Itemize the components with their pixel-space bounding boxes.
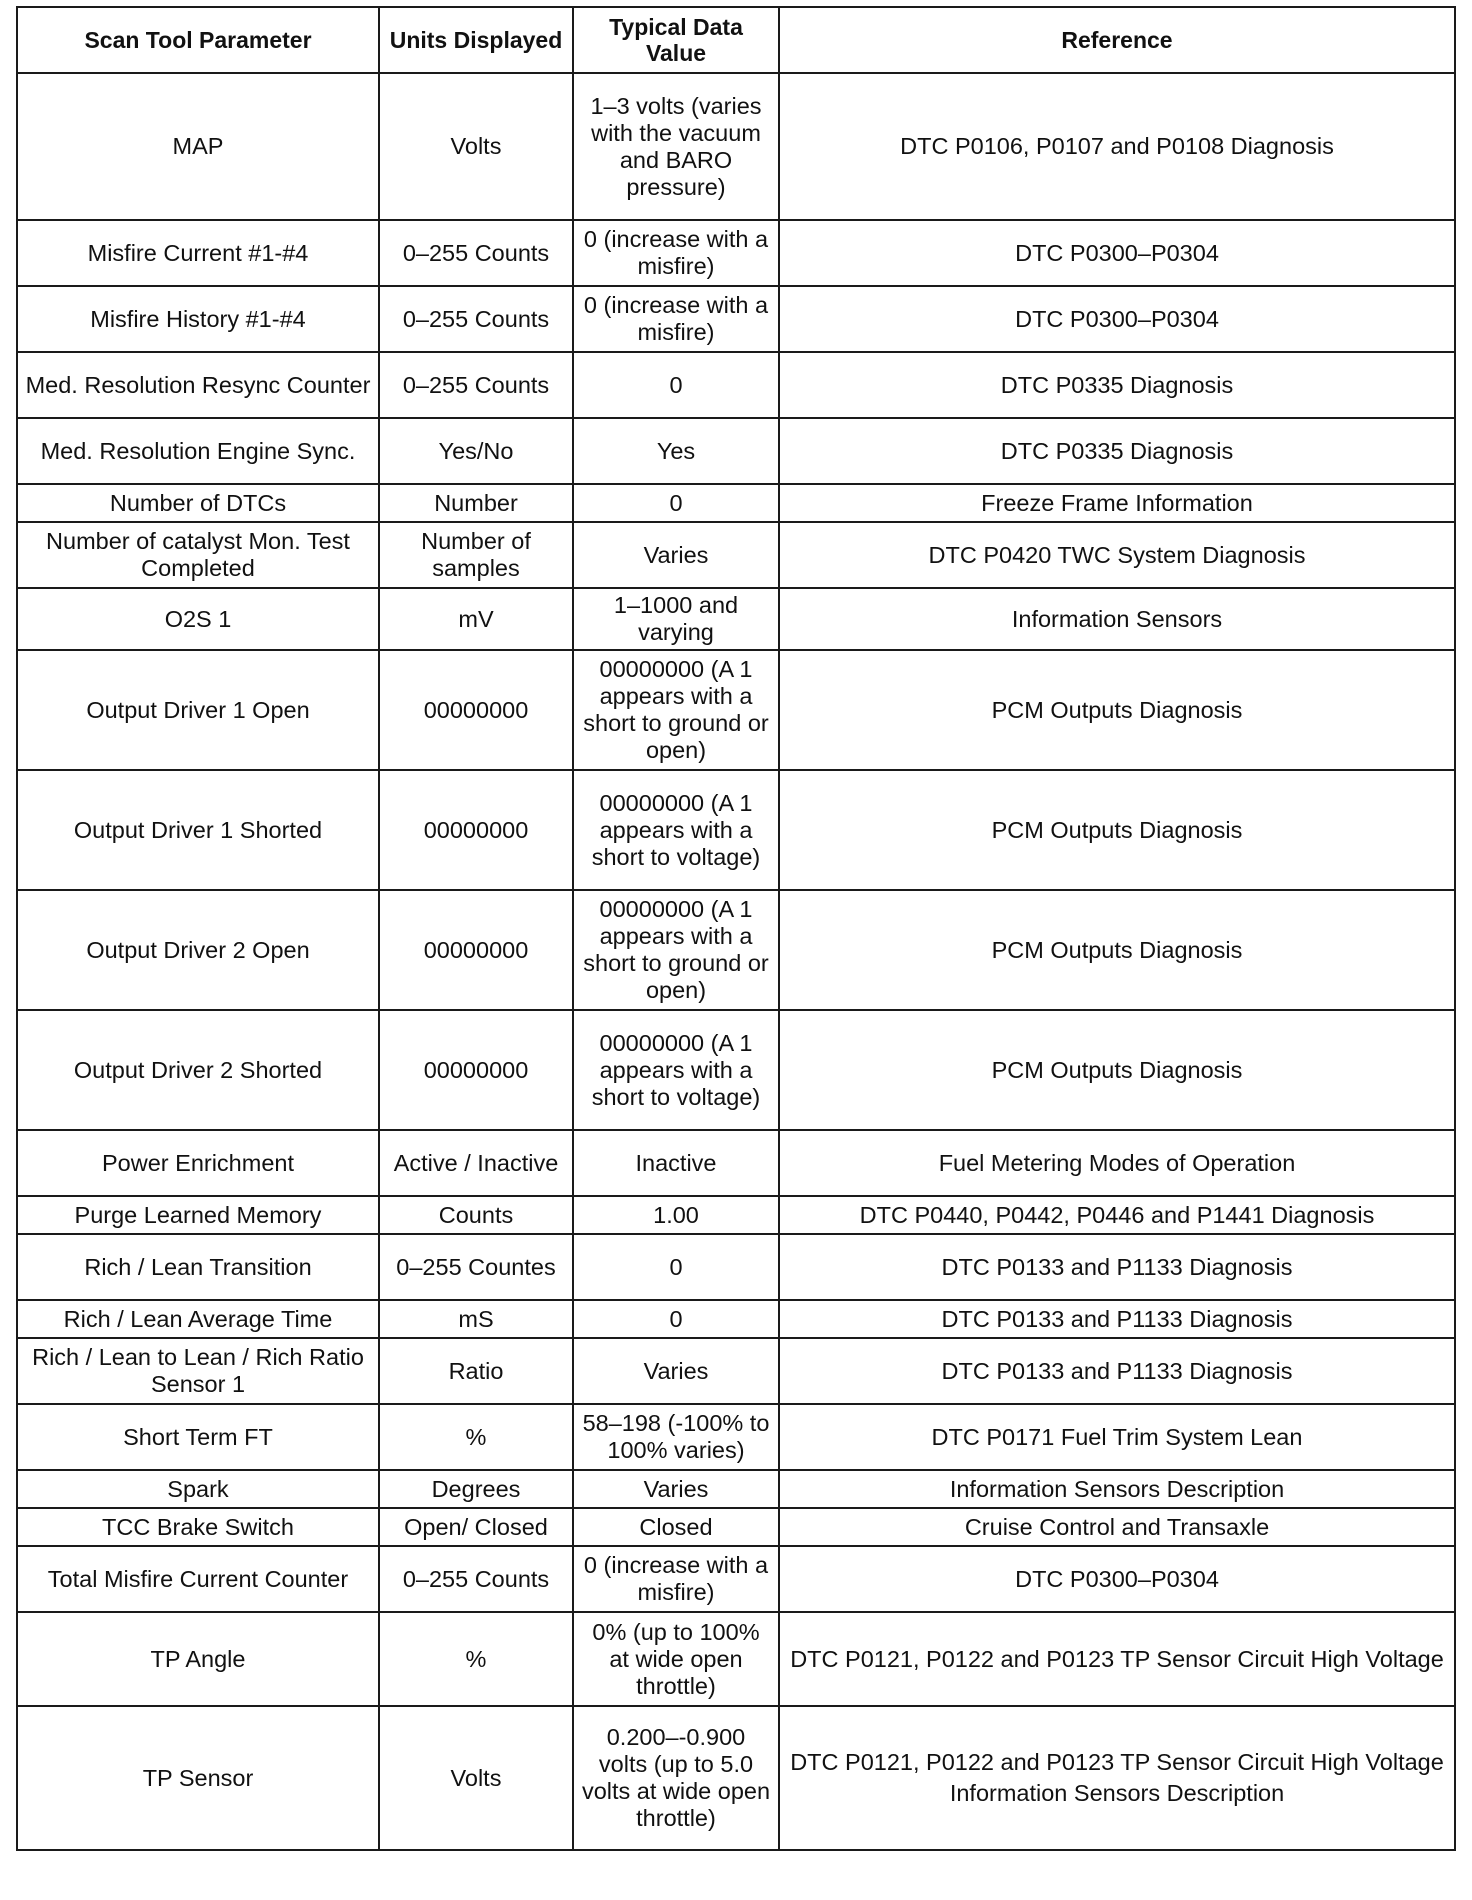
cell-units: Number	[379, 484, 573, 522]
cell-parameter: Output Driver 1 Shorted	[17, 770, 379, 890]
cell-parameter: TP Angle	[17, 1612, 379, 1706]
cell-reference: DTC P0171 Fuel Trim System Lean	[779, 1404, 1455, 1470]
header-parameter: Scan Tool Parameter	[17, 7, 379, 73]
cell-reference: DTC P0106, P0107 and P0108 Diagnosis	[779, 73, 1455, 220]
cell-parameter: Misfire History #1-#4	[17, 286, 379, 352]
cell-units: 0–255 Counts	[379, 352, 573, 418]
cell-reference: PCM Outputs Diagnosis	[779, 890, 1455, 1010]
cell-reference: Information Sensors	[779, 588, 1455, 650]
cell-parameter: Output Driver 1 Open	[17, 650, 379, 770]
cell-parameter: Med. Resolution Resync Counter	[17, 352, 379, 418]
cell-typical-value: 0	[573, 484, 779, 522]
cell-parameter: Rich / Lean Average Time	[17, 1300, 379, 1338]
cell-typical-value: 1–1000 and varying	[573, 588, 779, 650]
cell-typical-value: 00000000 (A 1 appears with a short to ground or open)	[573, 650, 779, 770]
table-row	[17, 1706, 1455, 1850]
document-page	[16, 6, 1454, 1851]
table-row	[17, 1546, 1455, 1612]
cell-reference: DTC P0300–P0304	[779, 1546, 1455, 1612]
table-row	[17, 1508, 1455, 1546]
cell-parameter: Purge Learned Memory	[17, 1196, 379, 1234]
table-row	[17, 650, 1455, 770]
scan-tool-data-table	[16, 6, 1456, 1851]
table-row	[17, 1300, 1455, 1338]
cell-parameter: Number of catalyst Mon. Test Completed	[17, 522, 379, 588]
cell-units: 0–255 Countes	[379, 1234, 573, 1300]
cell-parameter: Misfire Current #1-#4	[17, 220, 379, 286]
cell-units: mV	[379, 588, 573, 650]
cell-units: 00000000	[379, 770, 573, 890]
cell-units: 00000000	[379, 1010, 573, 1130]
cell-units: Active / Inactive	[379, 1130, 573, 1196]
cell-parameter: TCC Brake Switch	[17, 1508, 379, 1546]
table-row	[17, 418, 1455, 484]
cell-units: 0–255 Counts	[379, 1546, 573, 1612]
table-row	[17, 220, 1455, 286]
table-header-row	[17, 7, 1455, 73]
cell-reference: DTC P0440, P0442, P0446 and P1441 Diagnosis	[779, 1196, 1455, 1234]
table-row	[17, 1338, 1455, 1404]
cell-typical-value: 58–198 (-100% to 100% varies)	[573, 1404, 779, 1470]
cell-reference: DTC P0133 and P1133 Diagnosis	[779, 1338, 1455, 1404]
cell-reference: DTC P0420 TWC System Diagnosis	[779, 522, 1455, 588]
cell-parameter: Output Driver 2 Shorted	[17, 1010, 379, 1130]
cell-parameter: Output Driver 2 Open	[17, 890, 379, 1010]
cell-typical-value: 0	[573, 352, 779, 418]
cell-typical-value: 0.200–-0.900 volts (up to 5.0 volts at wide open throttle)	[573, 1706, 779, 1850]
cell-units: 0–255 Counts	[379, 286, 573, 352]
cell-typical-value: 0 (increase with a misfire)	[573, 1546, 779, 1612]
cell-typical-value: Varies	[573, 522, 779, 588]
cell-typical-value: Varies	[573, 1338, 779, 1404]
cell-typical-value: 1–3 volts (varies with the vacuum and BARO pressure)	[573, 73, 779, 220]
cell-typical-value: Inactive	[573, 1130, 779, 1196]
cell-units: %	[379, 1404, 573, 1470]
cell-units: Number of samples	[379, 522, 573, 588]
table-row	[17, 1612, 1455, 1706]
cell-reference	[779, 1706, 1455, 1850]
cell-reference: Information Sensors Description	[779, 1470, 1455, 1508]
cell-reference: DTC P0335 Diagnosis	[779, 418, 1455, 484]
table-row	[17, 1196, 1455, 1234]
cell-reference: DTC P0300–P0304	[779, 220, 1455, 286]
cell-reference: DTC P0300–P0304	[779, 286, 1455, 352]
cell-reference: Freeze Frame Information	[779, 484, 1455, 522]
cell-reference: PCM Outputs Diagnosis	[779, 1010, 1455, 1130]
table-row	[17, 484, 1455, 522]
cell-parameter: MAP	[17, 73, 379, 220]
reference-extra-line: Information Sensors Description	[949, 1780, 1285, 1806]
cell-parameter: Number of DTCs	[17, 484, 379, 522]
header-reference: Reference	[779, 7, 1455, 73]
cell-units: Open/ Closed	[379, 1508, 573, 1546]
header-typical-value: Typical Data Value	[573, 7, 779, 73]
table-row	[17, 522, 1455, 588]
cell-units: 0–255 Counts	[379, 220, 573, 286]
cell-reference: PCM Outputs Diagnosis	[779, 770, 1455, 890]
table-row	[17, 770, 1455, 890]
cell-typical-value: Closed	[573, 1508, 779, 1546]
cell-typical-value: 00000000 (A 1 appears with a short to voltage)	[573, 1010, 779, 1130]
cell-typical-value: Varies	[573, 1470, 779, 1508]
cell-parameter: Spark	[17, 1470, 379, 1508]
cell-reference: DTC P0121, P0122 and P0123 TP Sensor Circuit High Voltage	[779, 1612, 1455, 1706]
cell-units: 00000000	[379, 890, 573, 1010]
table-row	[17, 1010, 1455, 1130]
header-units: Units Displayed	[379, 7, 573, 73]
cell-reference: PCM Outputs Diagnosis	[779, 650, 1455, 770]
table-row	[17, 286, 1455, 352]
cell-reference: DTC P0133 and P1133 Diagnosis	[779, 1300, 1455, 1338]
cell-typical-value: 1.00	[573, 1196, 779, 1234]
reference-line: DTC P0121, P0122 and P0123 TP Sensor Circuit High Voltage	[790, 1749, 1444, 1775]
cell-typical-value: 0 (increase with a misfire)	[573, 220, 779, 286]
cell-typical-value: 00000000 (A 1 appears with a short to voltage)	[573, 770, 779, 890]
cell-units: %	[379, 1612, 573, 1706]
cell-parameter: Total Misfire Current Counter	[17, 1546, 379, 1612]
cell-parameter: Med. Resolution Engine Sync.	[17, 418, 379, 484]
cell-reference: DTC P0335 Diagnosis	[779, 352, 1455, 418]
cell-parameter: Power Enrichment	[17, 1130, 379, 1196]
table-row	[17, 890, 1455, 1010]
cell-typical-value: Yes	[573, 418, 779, 484]
cell-units: Yes/No	[379, 418, 573, 484]
cell-reference: DTC P0133 and P1133 Diagnosis	[779, 1234, 1455, 1300]
cell-parameter: O2S 1	[17, 588, 379, 650]
cell-units: Ratio	[379, 1338, 573, 1404]
table-row	[17, 588, 1455, 650]
cell-parameter: TP Sensor	[17, 1706, 379, 1850]
cell-parameter: Rich / Lean to Lean / Rich Ratio Sensor 1	[17, 1338, 379, 1404]
table-row	[17, 73, 1455, 220]
cell-units: Volts	[379, 73, 573, 220]
cell-typical-value: 0 (increase with a misfire)	[573, 286, 779, 352]
cell-typical-value: 0	[573, 1234, 779, 1300]
table-row	[17, 1404, 1455, 1470]
cell-units: 00000000	[379, 650, 573, 770]
cell-typical-value: 00000000 (A 1 appears with a short to ground or open)	[573, 890, 779, 1010]
table-row	[17, 352, 1455, 418]
cell-units: Volts	[379, 1706, 573, 1850]
cell-units: Counts	[379, 1196, 573, 1234]
cell-parameter: Short Term FT	[17, 1404, 379, 1470]
cell-units: Degrees	[379, 1470, 573, 1508]
cell-reference: Cruise Control and Transaxle	[779, 1508, 1455, 1546]
table-row	[17, 1130, 1455, 1196]
cell-parameter: Rich / Lean Transition	[17, 1234, 379, 1300]
table-row	[17, 1470, 1455, 1508]
cell-typical-value: 0% (up to 100% at wide open throttle)	[573, 1612, 779, 1706]
table-row	[17, 1234, 1455, 1300]
cell-reference: Fuel Metering Modes of Operation	[779, 1130, 1455, 1196]
cell-units: mS	[379, 1300, 573, 1338]
cell-typical-value: 0	[573, 1300, 779, 1338]
